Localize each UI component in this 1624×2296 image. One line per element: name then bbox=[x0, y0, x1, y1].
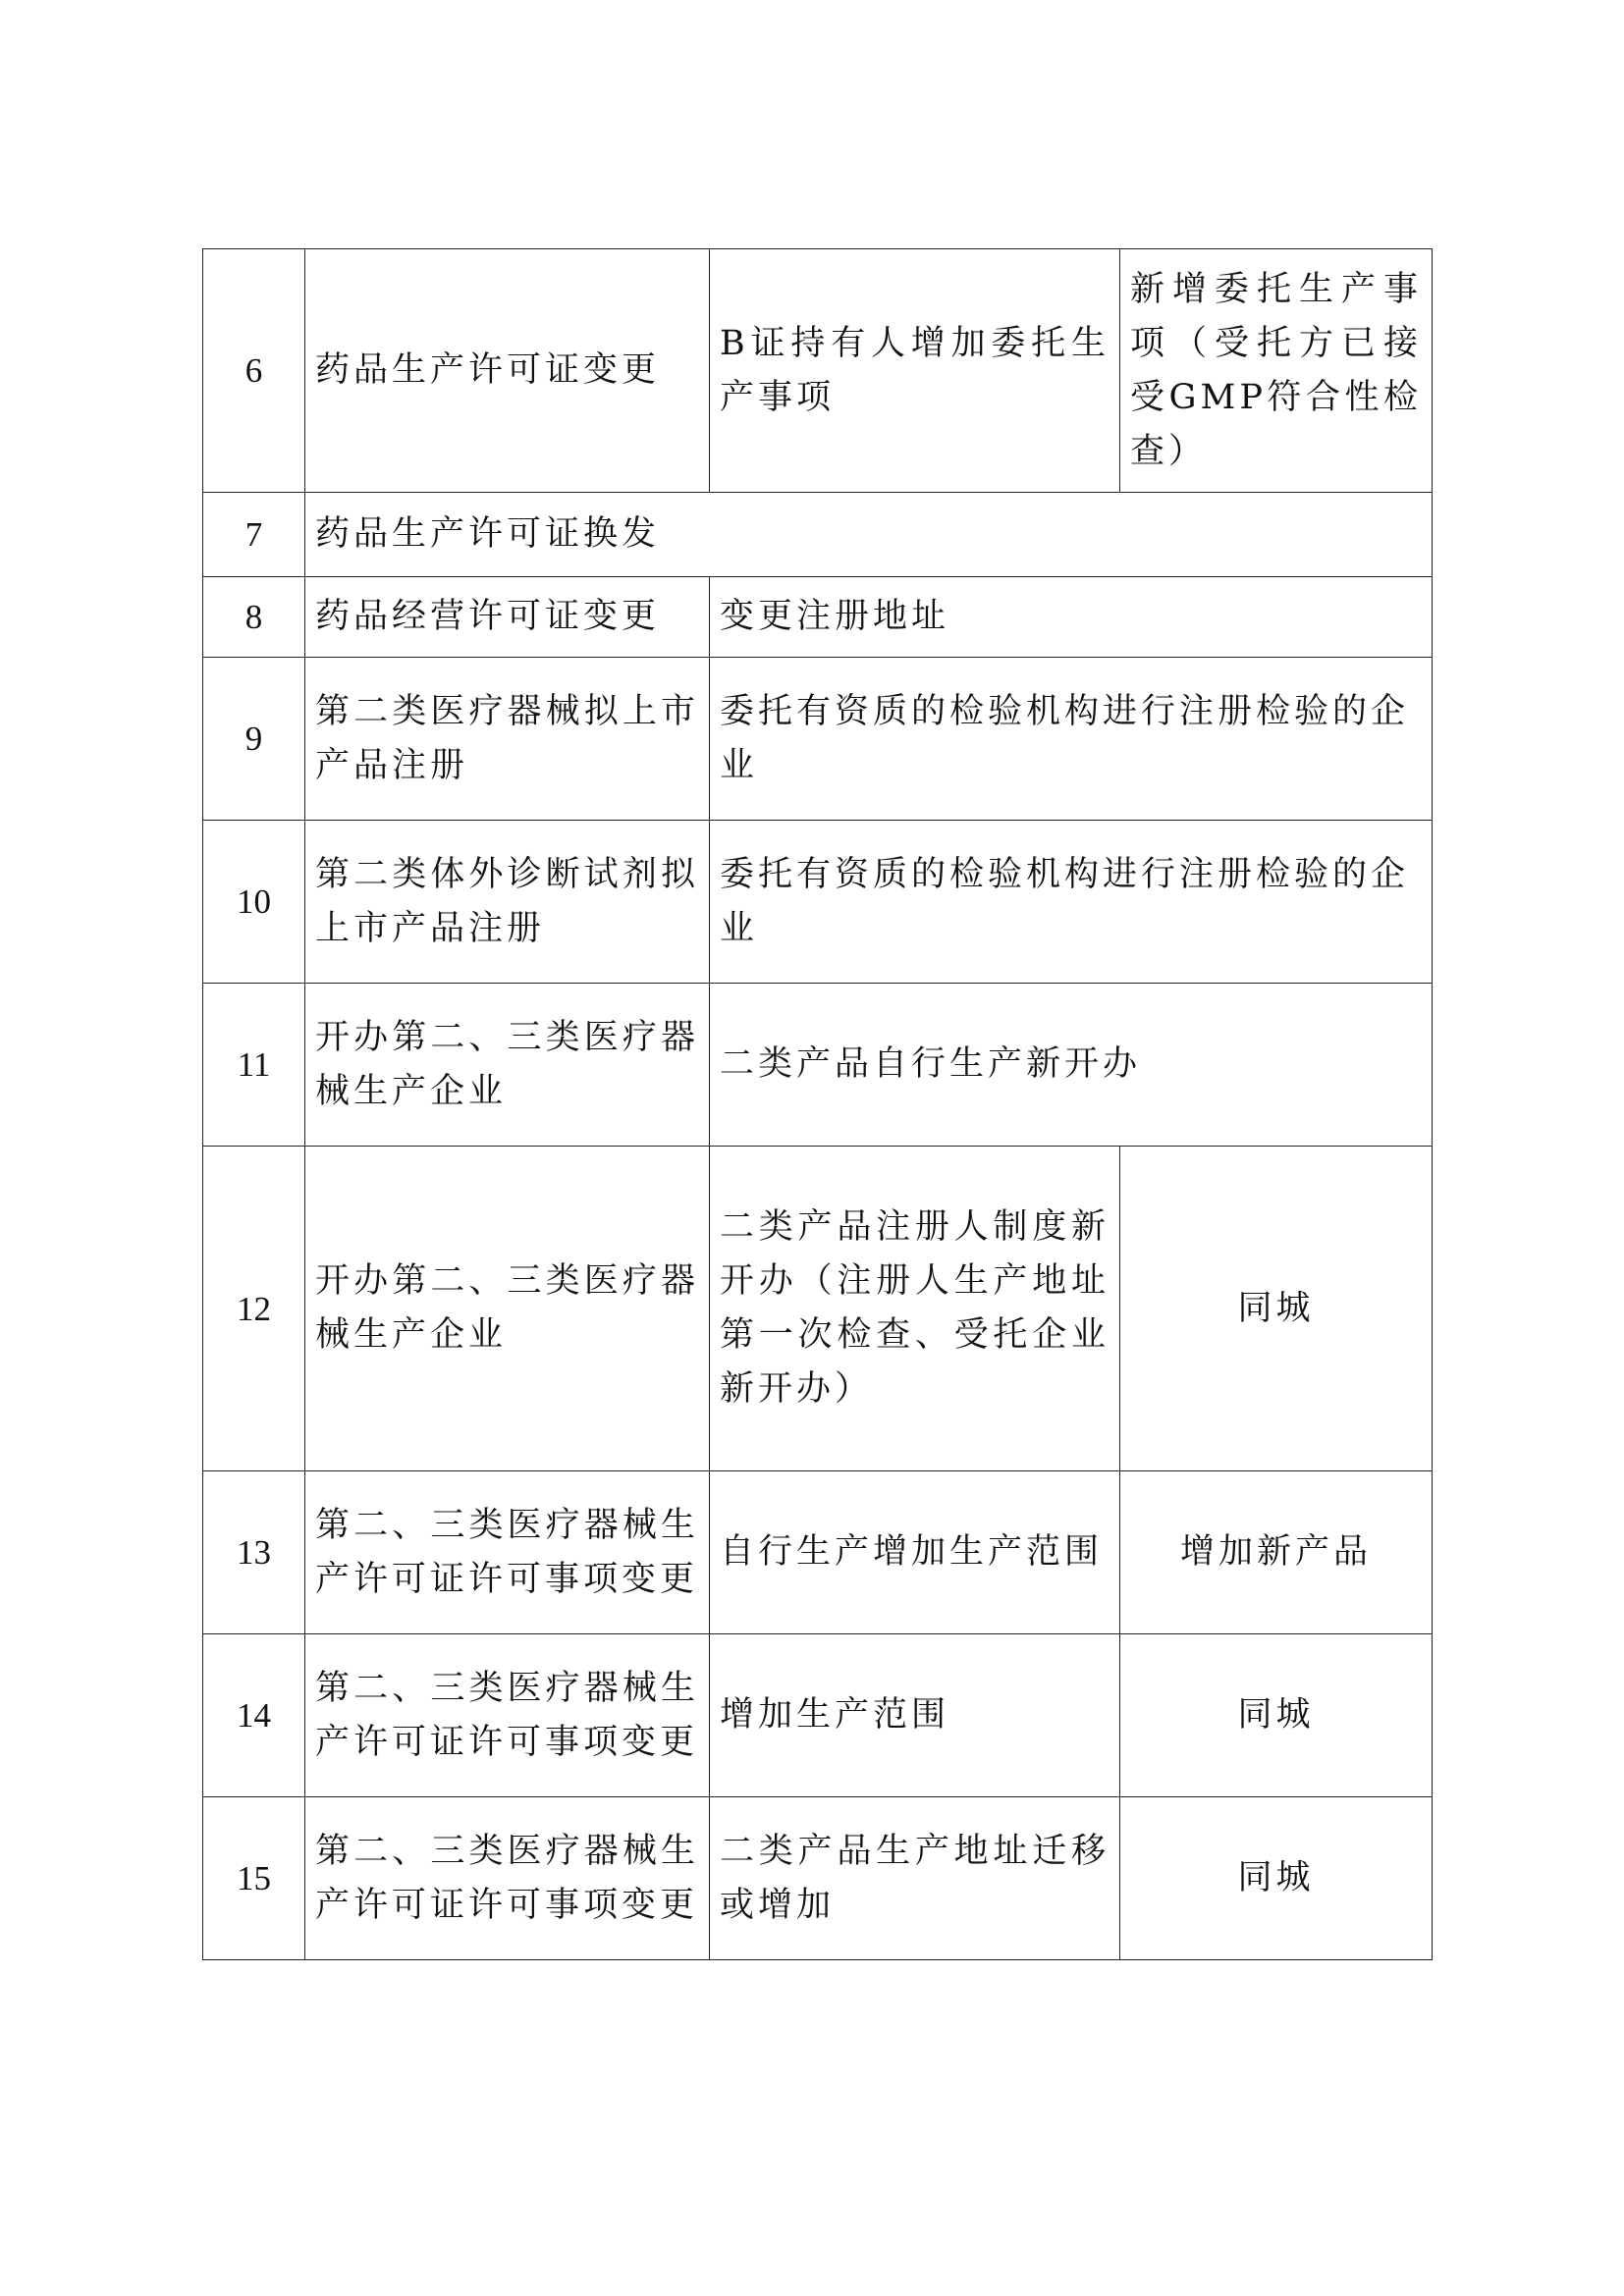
row-number: 12 bbox=[203, 1147, 305, 1471]
item-name: 第二、三类医疗器械生产许可证许可事项变更 bbox=[305, 1471, 710, 1634]
item-name: 第二类医疗器械拟上市产品注册 bbox=[305, 658, 710, 821]
row-number: 10 bbox=[203, 821, 305, 984]
item-name: 药品生产许可证换发 bbox=[305, 493, 1433, 577]
note: 增加新产品 bbox=[1120, 1471, 1433, 1634]
table-row bbox=[203, 577, 1433, 658]
row-number: 8 bbox=[203, 577, 305, 658]
condition: 增加生产范围 bbox=[710, 1634, 1120, 1797]
table-row bbox=[203, 984, 1433, 1147]
item-name: 药品生产许可证变更 bbox=[305, 249, 710, 493]
condition: 二类产品注册人制度新开办（注册人生产地址第一次检查、受托企业新开办） bbox=[710, 1147, 1120, 1471]
row-number: 9 bbox=[203, 658, 305, 821]
table-row bbox=[203, 1471, 1433, 1634]
item-name: 第二、三类医疗器械生产许可证许可事项变更 bbox=[305, 1797, 710, 1960]
note: 同城 bbox=[1120, 1797, 1433, 1960]
condition: 二类产品生产地址迁移或增加 bbox=[710, 1797, 1120, 1960]
table-row bbox=[203, 249, 1433, 493]
table-row bbox=[203, 1147, 1433, 1471]
table-row bbox=[203, 493, 1433, 577]
note: 新增委托生产事项（受托方已接受GMP符合性检查） bbox=[1120, 249, 1433, 493]
condition: B证持有人增加委托生产事项 bbox=[710, 249, 1120, 493]
table-row bbox=[203, 1634, 1433, 1797]
item-name: 药品经营许可证变更 bbox=[305, 577, 710, 658]
row-number: 7 bbox=[203, 493, 305, 577]
row-number: 15 bbox=[203, 1797, 305, 1960]
item-name: 第二、三类医疗器械生产许可证许可事项变更 bbox=[305, 1634, 710, 1797]
items-table bbox=[202, 248, 1433, 1960]
row-number: 14 bbox=[203, 1634, 305, 1797]
row-number: 11 bbox=[203, 984, 305, 1147]
note: 同城 bbox=[1120, 1147, 1433, 1471]
item-name: 开办第二、三类医疗器械生产企业 bbox=[305, 984, 710, 1147]
condition: 自行生产增加生产范围 bbox=[710, 1471, 1120, 1634]
condition: 变更注册地址 bbox=[710, 577, 1433, 658]
table-row bbox=[203, 821, 1433, 984]
row-number: 6 bbox=[203, 249, 305, 493]
condition: 二类产品自行生产新开办 bbox=[710, 984, 1433, 1147]
table-row bbox=[203, 1797, 1433, 1960]
condition: 委托有资质的检验机构进行注册检验的企业 bbox=[710, 658, 1433, 821]
item-name: 开办第二、三类医疗器械生产企业 bbox=[305, 1147, 710, 1471]
item-name: 第二类体外诊断试剂拟上市产品注册 bbox=[305, 821, 710, 984]
table-row bbox=[203, 658, 1433, 821]
row-number: 13 bbox=[203, 1471, 305, 1634]
note: 同城 bbox=[1120, 1634, 1433, 1797]
condition: 委托有资质的检验机构进行注册检验的企业 bbox=[710, 821, 1433, 984]
